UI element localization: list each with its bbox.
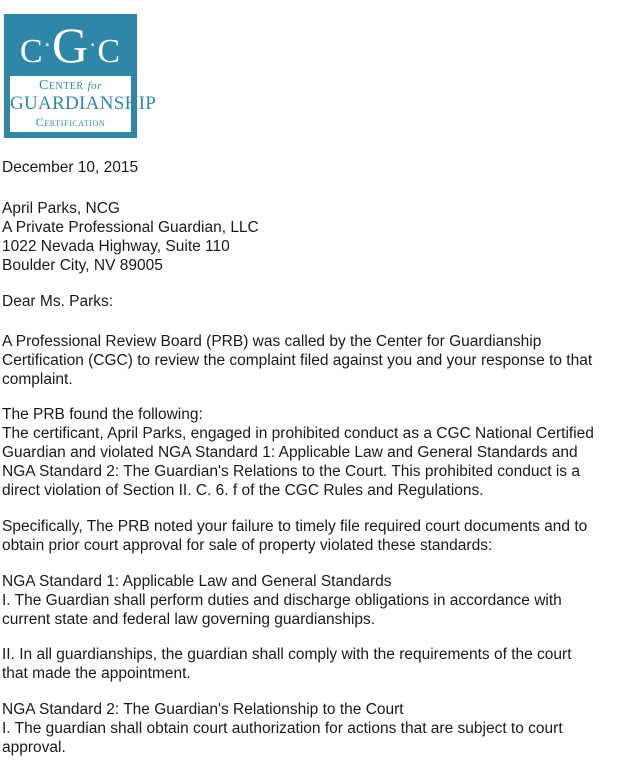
paragraph-line: NGA Standard 2: The Guardian's Relations to the Court. This prohibited conduct is a — [2, 463, 580, 480]
letter-date: December 10, 2015 — [2, 159, 139, 176]
logo-mark-g: G — [51, 17, 90, 73]
paragraph-line: A Professional Review Board (PRB) was called by the Center for Guardianship — [2, 333, 542, 350]
paragraph-specifically — [2, 517, 632, 555]
logo-monogram: C·G·C — [19, 17, 122, 73]
paragraph-line: II. In all guardianships, the guardian shall comply with the requirements of the court — [2, 646, 572, 663]
logo-center-text: Center — [39, 78, 84, 93]
logo-line-guardianship: GUARDIANSHIP — [10, 93, 157, 114]
paragraph-line: The certificant, April Parks, engaged in prohibited conduct as a CGC National Certified — [2, 425, 594, 442]
paragraph-line: approval. — [2, 739, 66, 756]
paragraph-line: NGA Standard 1: Applicable Law and General Standards — [2, 573, 392, 590]
salutation: Dear Ms. Parks: — [2, 293, 114, 310]
paragraph-standard-1-ii — [2, 645, 632, 683]
address-line: Boulder City, NV 89005 — [2, 257, 163, 274]
paragraph-line: The PRB found the following: — [2, 406, 203, 423]
logo-line-certification: Certification — [35, 115, 106, 129]
paragraph-line: Specifically, The PRB noted your failure to timely file required court documents and to — [2, 518, 588, 535]
address-line: April Parks, NCG — [2, 200, 120, 217]
recipient-address — [2, 199, 632, 275]
paragraph-line: I. The guardian shall obtain court authorization for actions that are subject to court — [2, 720, 563, 737]
paragraph-line: that made the appointment. — [2, 665, 191, 682]
cgc-logo — [4, 14, 157, 138]
paragraph-line: I. The Guardian shall perform duties and discharge obligations in accordance with — [2, 592, 562, 609]
logo-mark-c1: C — [19, 33, 44, 70]
paragraph-line: complaint. — [2, 371, 73, 388]
logo-wordmark — [10, 76, 157, 132]
address-line: 1022 Nevada Highway, Suite 110 — [2, 238, 230, 255]
logo-for-text: for — [87, 80, 102, 92]
paragraph-line: obtain prior court approval for sale of property violated these standards: — [2, 537, 493, 554]
paragraph-line: Certification (CGC) to review the complaint filed against you and your response to that — [2, 352, 593, 369]
logo-line-center — [10, 78, 131, 94]
address-line: A Private Professional Guardian, LLC — [2, 219, 259, 236]
paragraph-line: current state and federal law governing guardianships. — [2, 611, 376, 628]
paragraph-line: NGA Standard 2: The Guardian's Relationship to the Court — [2, 701, 404, 718]
paragraph-standard-1 — [2, 572, 632, 629]
paragraph-standard-2 — [2, 700, 632, 757]
logo-mark-c2: C — [97, 33, 122, 70]
paragraph-findings — [2, 405, 632, 500]
paragraph-line: Guardian and violated NGA Standard 1: Applicable Law and General Standards and — [2, 444, 578, 461]
paragraph-line: direct violation of Section II. C. 6. f of the CGC Rules and Regulations. — [2, 482, 484, 499]
paragraph-review-board — [2, 332, 632, 389]
